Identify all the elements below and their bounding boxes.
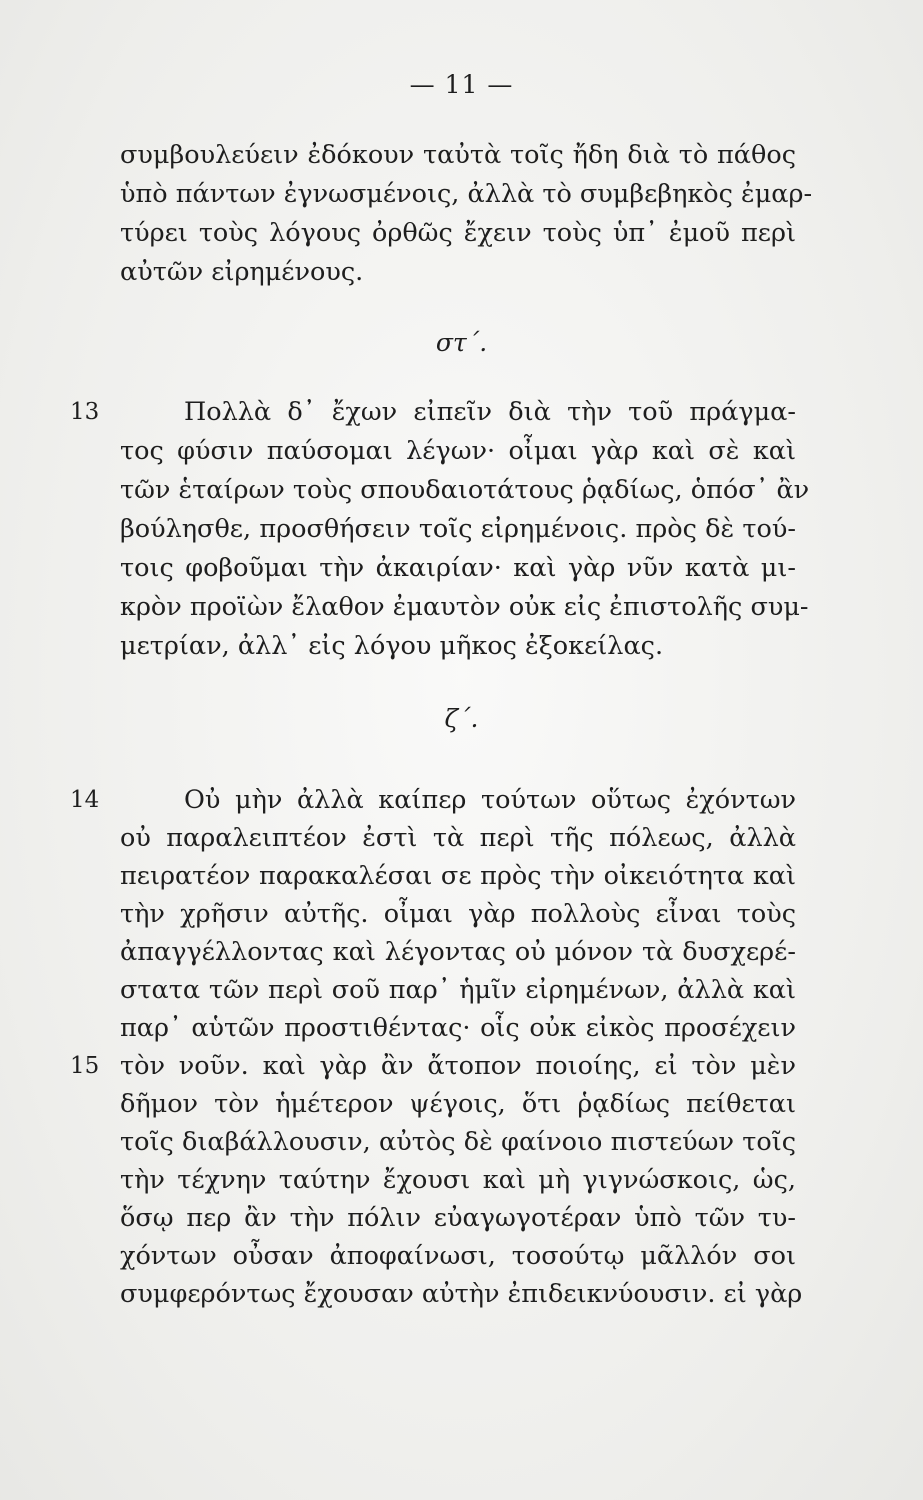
text-line: στατα τῶν περὶ σοῦ παρ᾿ ἡμῖν εἰρημένων, ἀλλὰ καὶ <box>120 975 796 1005</box>
text-line: τῶν ἑταίρων τοὺς σπουδαιοτάτους ῥᾳδίως, ὁπόσ᾿ ἂν <box>120 475 810 505</box>
section-heading-z: ζ΄. <box>444 704 479 733</box>
page-number: — 11 — <box>409 70 514 99</box>
text-line: αὐτῶν εἰρημένους. <box>120 257 364 287</box>
text-line: ὑπὸ πάντων ἐγνωσμένοις, ἀλλὰ τὸ συμβεβηκὸς ἐμαρ- <box>120 179 813 209</box>
text-line: κρὸν προϊὼν ἔλαθον ἐμαυτὸν οὐκ εἰς ἐπιστολῆς συμ- <box>120 592 809 622</box>
text-line: παρ᾿ αὑτῶν προστιθέντας· οἷς οὐκ εἰκὸς προσέχειν <box>120 1013 796 1043</box>
text-line: τος φύσιν παύσομαι λέγων· οἶμαι γὰρ καὶ σὲ καὶ <box>120 436 796 466</box>
margin-number: 15 <box>70 1053 100 1079</box>
text-line: βούλησθε, προσθήσειν τοῖς εἰρημένοις. πρὸς δὲ τού- <box>120 514 796 544</box>
margin-number: 13 <box>70 399 100 425</box>
text-line: συμβουλεύειν ἐδόκουν ταὐτὰ τοῖς ἤδη διὰ τὸ πάθος <box>120 140 796 170</box>
text-line: χόντων οὖσαν ἀποφαίνωσι, τοσούτῳ μᾶλλόν σοι <box>120 1241 796 1271</box>
text-line: τὸν νοῦν. καὶ γὰρ ἂν ἄτοπον ποιοίης, εἰ τὸν μὲν <box>120 1051 796 1081</box>
text-line: ἀπαγγέλλοντας καὶ λέγοντας οὐ μόνον τὰ δυσχερέ- <box>120 937 796 967</box>
text-line: Οὐ μὴν ἀλλὰ καίπερ τούτων οὕτως ἐχόντων <box>184 785 796 815</box>
text-line: οὐ παραλειπτέον ἐστὶ τὰ περὶ τῆς πόλεως, ἀλλὰ <box>120 823 796 853</box>
text-line: τοῖς διαβάλλουσιν, αὐτὸς δὲ φαίνοιο πιστεύων τοῖς <box>120 1127 796 1157</box>
text-line: τὴν τέχνην ταύτην ἔχουσι καὶ μὴ γιγνώσκοις, ὡς, <box>120 1165 796 1195</box>
margin-number: 14 <box>70 787 100 813</box>
text-line: τύρει τοὺς λόγους ὀρθῶς ἔχειν τοὺς ὑπ᾿ ἐμοῦ περὶ <box>120 218 796 248</box>
text-line: συμφερόντως ἔχουσαν αὐτὴν ἐπιδεικνύουσιν. εἰ γὰρ <box>120 1279 803 1309</box>
text-line: τοις φοβοῦμαι τὴν ἀκαιρίαν· καὶ γὰρ νῦν κατὰ μι- <box>120 553 796 583</box>
text-line: ὅσῳ περ ἂν τὴν πόλιν εὐαγωγοτέραν ὑπὸ τῶν τυ- <box>120 1203 796 1233</box>
text-line: μετρίαν, ἀλλ᾿ εἰς λόγου μῆκος ἐξοκείλας. <box>120 631 664 661</box>
text-line: τὴν χρῆσιν αὐτῆς. οἶμαι γὰρ πολλοὺς εἶναι τοὺς <box>120 899 796 929</box>
text-line: δῆμον τὸν ἡμέτερον ψέγοις, ὅτι ῥᾳδίως πείθεται <box>120 1089 796 1119</box>
text-line: πειρατέον παρακαλέσαι σε πρὸς τὴν οἰκειότητα καὶ <box>120 861 796 891</box>
section-heading-st: στ΄. <box>435 328 488 357</box>
text-line: Πολλὰ δ᾿ ἔχων εἰπεῖν διὰ τὴν τοῦ πράγμα- <box>184 397 796 427</box>
